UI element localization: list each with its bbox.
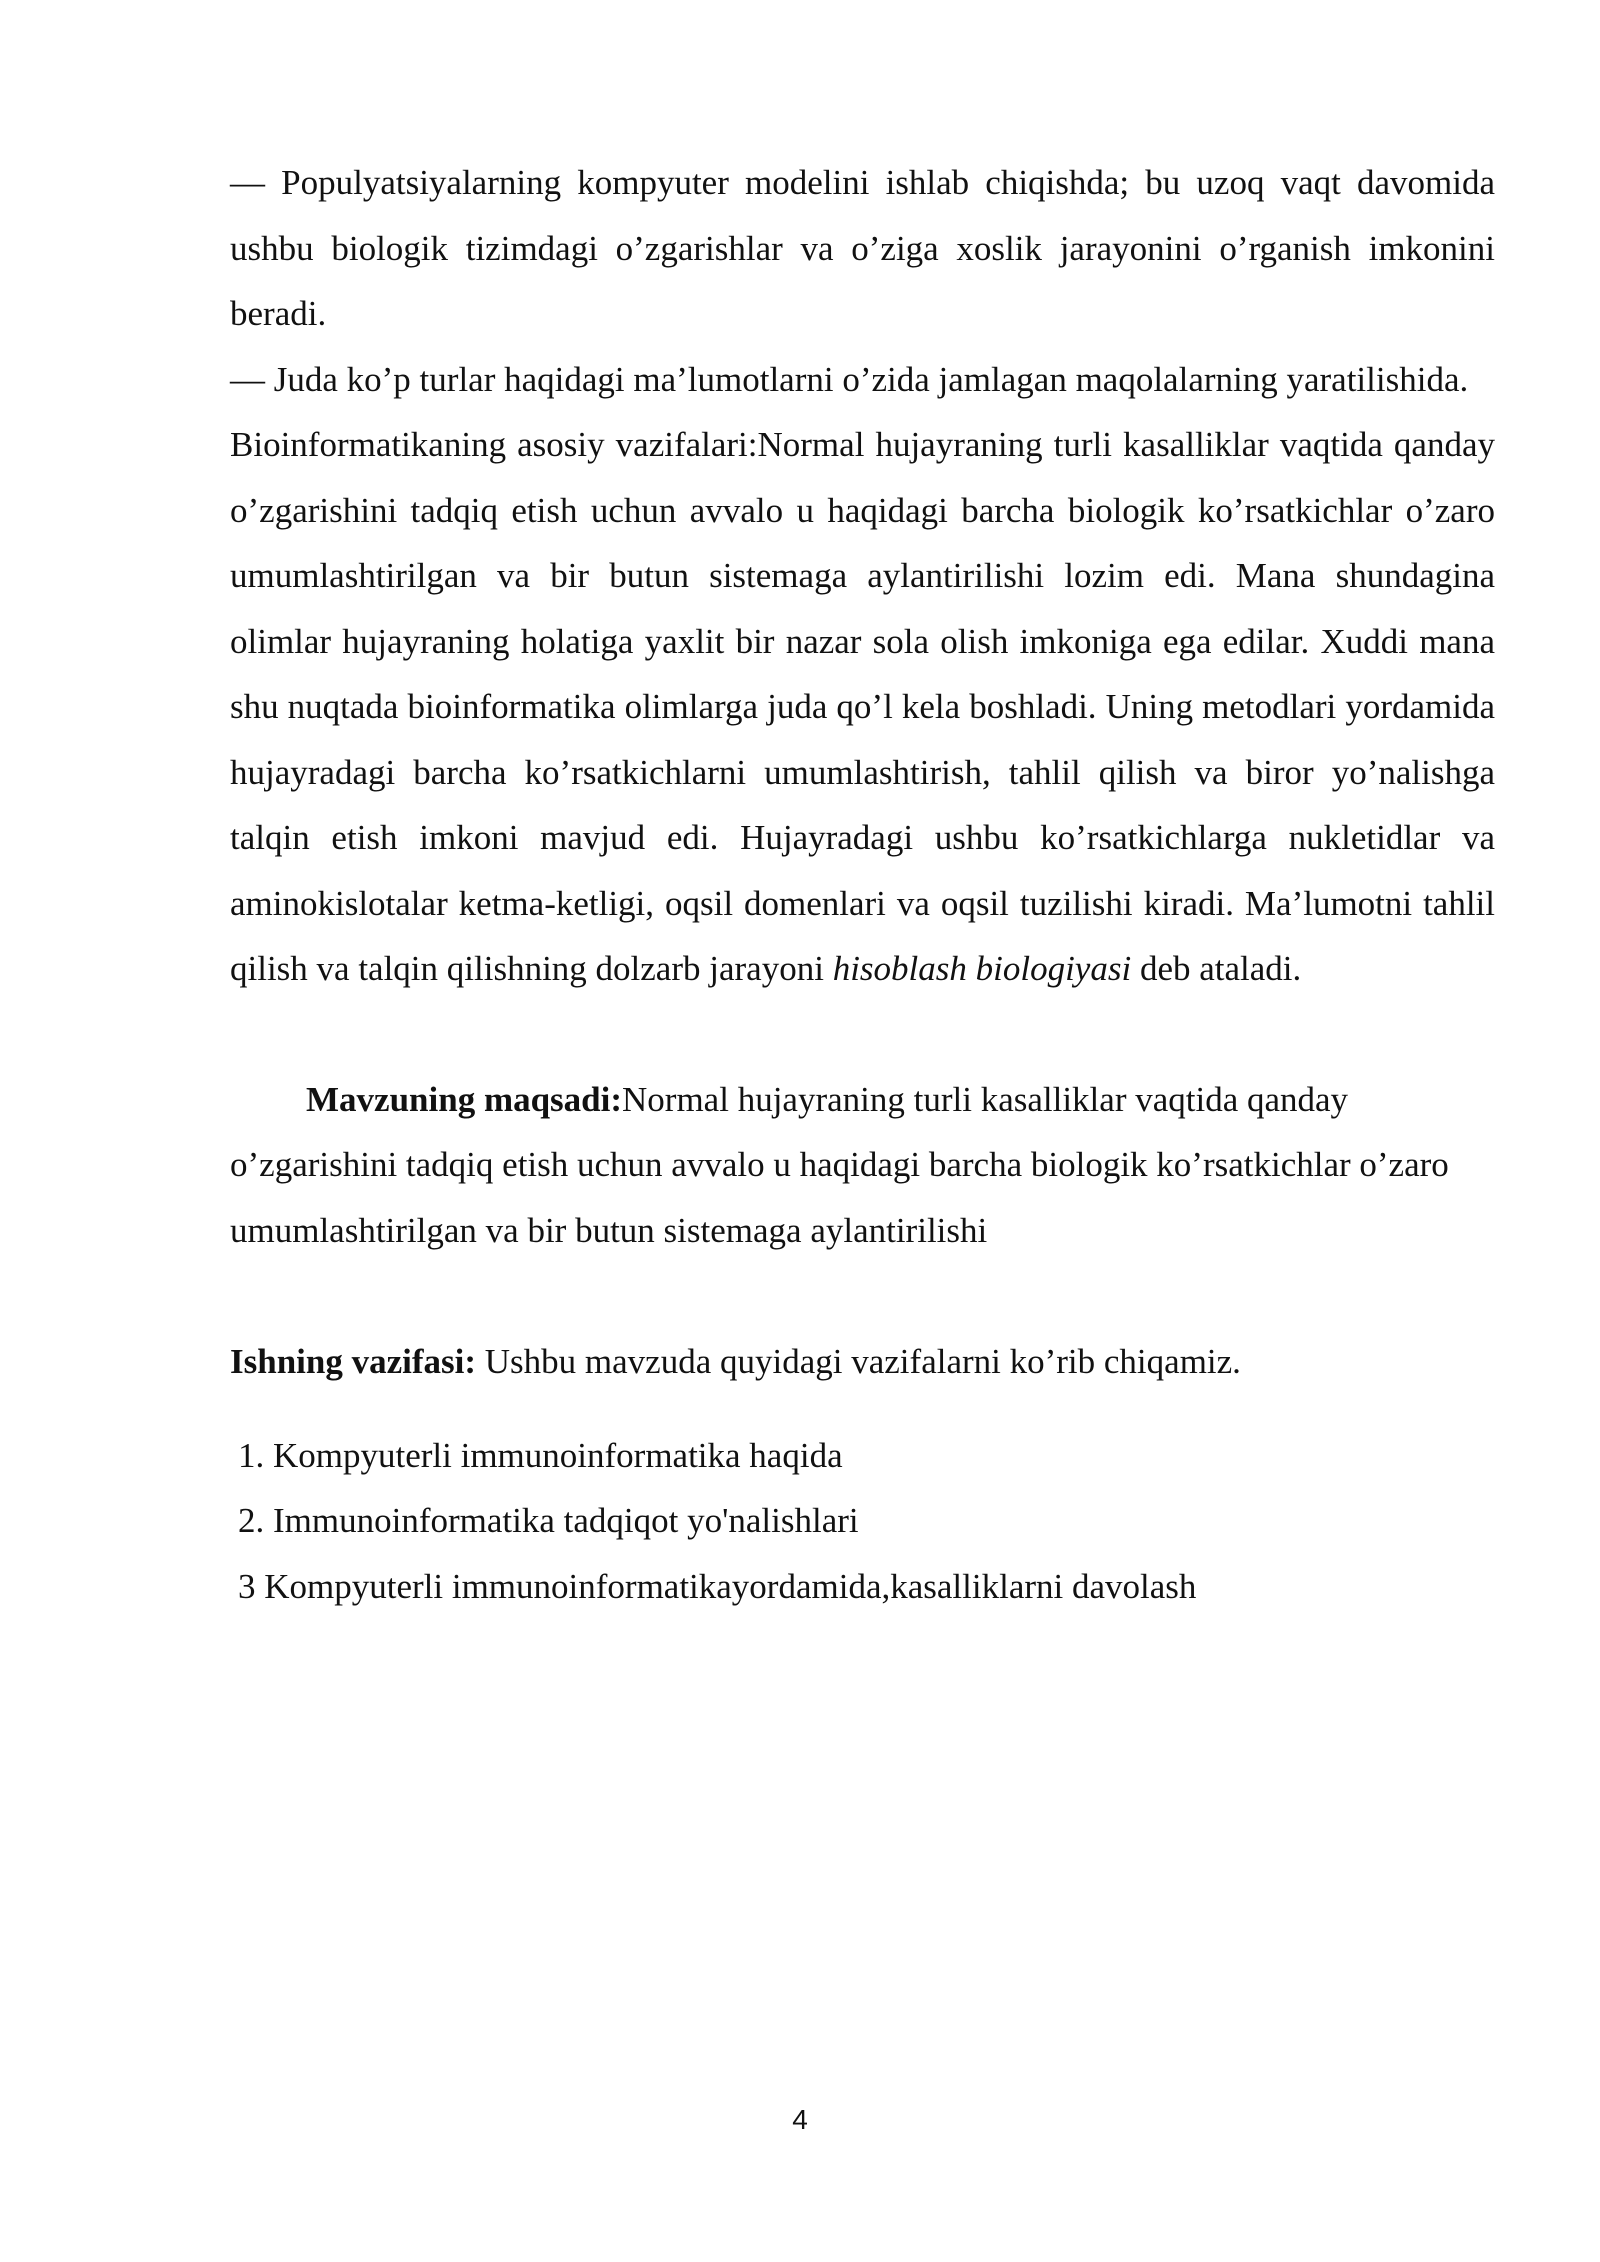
list-item: 1. Kompyuterli immunoinformatika haqida (238, 1435, 843, 1475)
paragraph-task (230, 1329, 1495, 1395)
list-item: 2. Immunoinformatika tadqiqot yo'nalishlari (238, 1501, 859, 1540)
paragraph-articles: — Juda ko’p turlar haqidagi ma’lumotlarni o’zida jamlagan maqolalarning yaratilishida. (230, 359, 1469, 399)
paragraph-bioinformatics-tail: deb ataladi. (1131, 949, 1302, 988)
paragraph-goal (230, 1067, 1495, 1264)
goal-text: Normal hujayraning turli kasalliklar vaqtida qanday o’zgarishini tadqiq etish uchun avvalo u haqidagi barcha biologik ko’rsatkichlar o’zaro umumlashtirilgan va bir butun sistemaga aylantirilishi (230, 1079, 1449, 1250)
paragraph-populations: — Populyatsiyalarning kompyuter modelini ishlab chiqishda; bu uzoq vaqt davomida ushbu biologik tizimdagi o’zgarishlar va o’ziga xoslik jarayonini o’rganish imkonini beradi. (230, 163, 1495, 333)
paragraph-bioinformatics-text: Bioinformatikaning asosiy vazifalari:Normal hujayraning turli kasalliklar vaqtida qanday o’zgarishini tadqiq etish uchun avvalo u haqidagi barcha biologik ko’rsatkichlar o’zaro umumlashtirilgan va bir butun sistemaga aylantirilishi lozim edi. Mana shundagina olimlar hujayraning holatiga yaxlit bir nazar sola olish imkoniga ega edilar. Xuddi mana shu nuqtada bioinformatika olimlarga juda qo’l kela boshladi. Uning metodlari yordamida hujayradagi barcha ko’rsatkichlarni umumlashtirish, tahlil qilish va biror yo’nalishga talqin etish imkoni mavjud edi. Hujayradagi ushbu ko’rsatkichlarga nukletidlar va aminokislotalar ketma-ketligi, oqsil domenlari va oqsil tuzilishi kiradi. Ma’lumotni tahlil qilish va talqin qilishning dolzarb jarayoni (230, 425, 1495, 988)
list-item: 3 Kompyuterli immunoinformatikayordamida,kasalliklarni davolash (238, 1566, 1197, 1606)
paragraph-bioinformatics-tasks (230, 412, 1495, 1002)
task-list (230, 1423, 1495, 1620)
italic-term: hisoblash biologiyasi (832, 949, 1132, 988)
page-number: 4 (792, 2104, 808, 2135)
task-label: Ishning vazifasi: (230, 1342, 477, 1381)
task-text: Ushbu mavzuda quyidagi vazifalarni ko’rib chiqamiz. (476, 1342, 1241, 1381)
goal-label: Mavzuning maqsadi: (306, 1079, 623, 1119)
document-page (230, 150, 1495, 1619)
